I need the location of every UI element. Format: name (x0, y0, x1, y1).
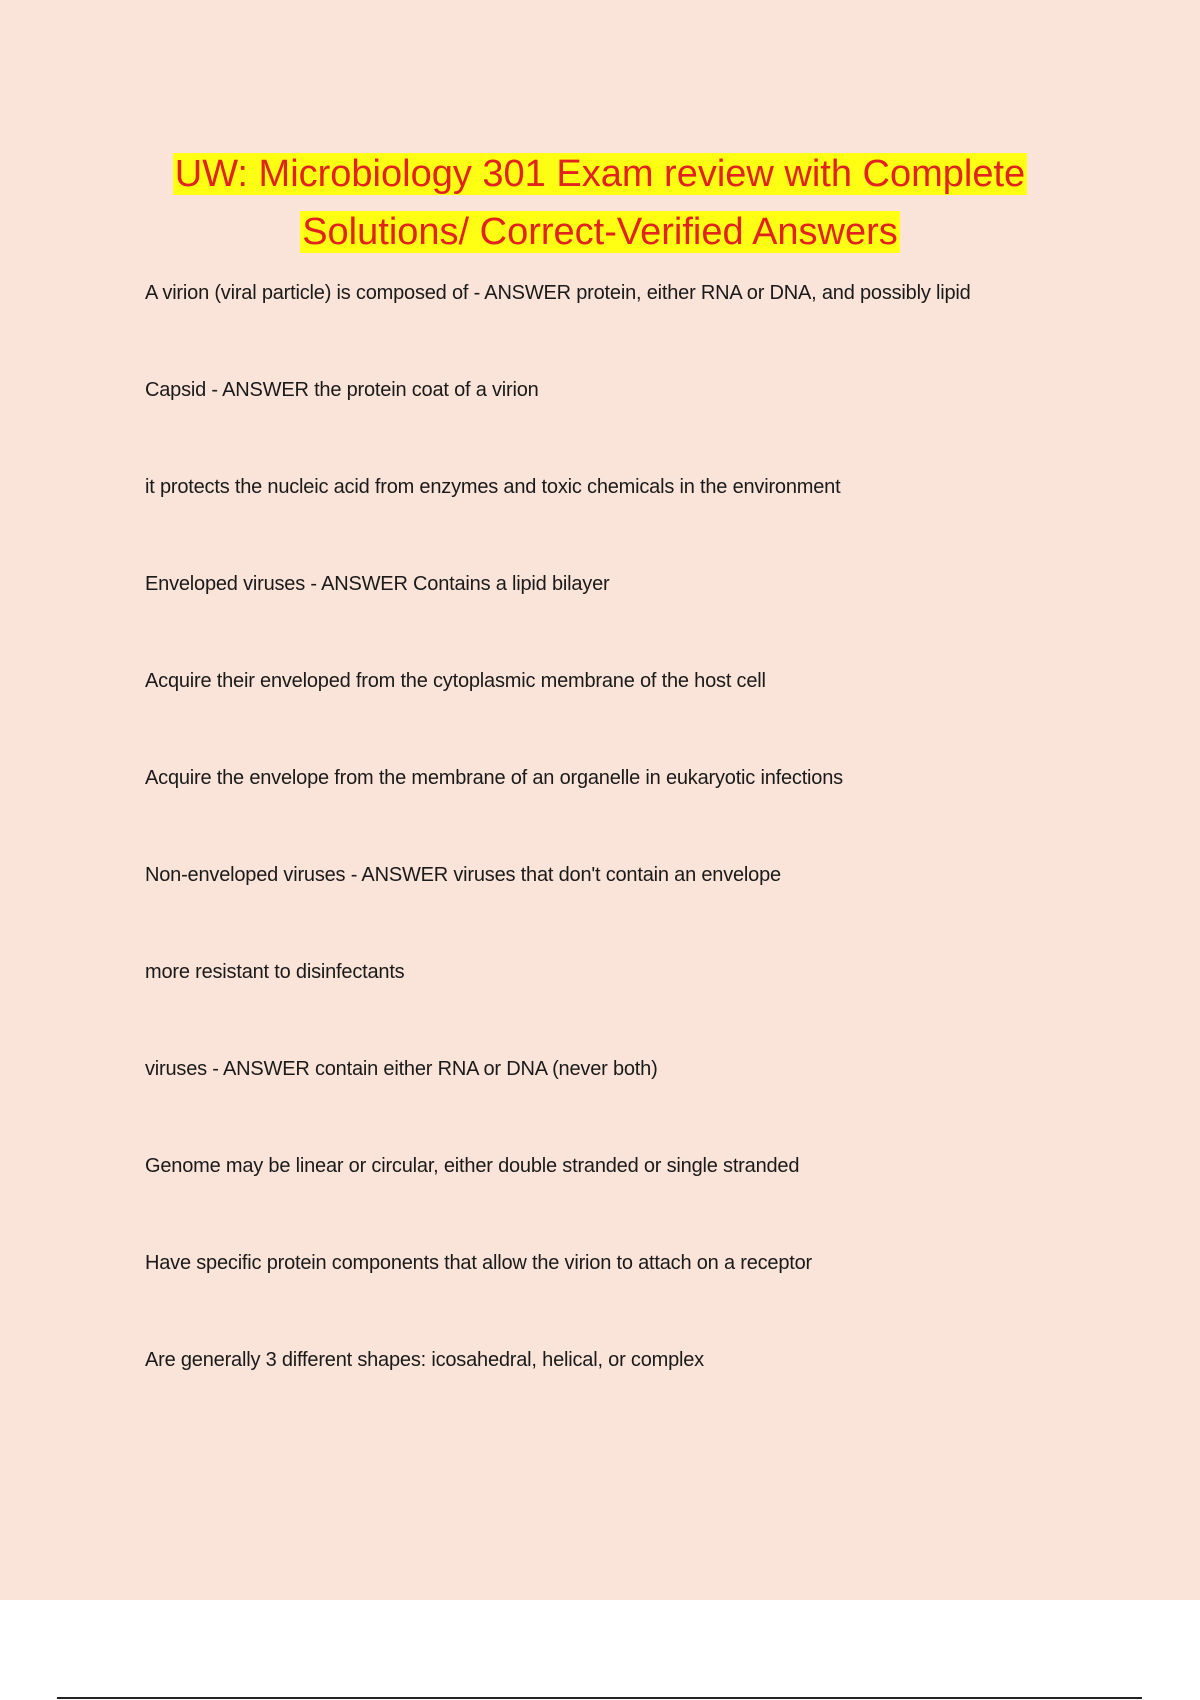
title-line-1: UW: Microbiology 301 Exam review with Complete (174, 153, 1026, 195)
qa-list (145, 277, 1145, 1441)
qa-entry: viruses - ANSWER contain either RNA or DNA (never both) (145, 1058, 658, 1080)
qa-entry: Non-enveloped viruses - ANSWER viruses that don't contain an envelope (145, 864, 781, 886)
qa-entry: it protects the nucleic acid from enzymes and toxic chemicals in the environment (145, 476, 841, 498)
qa-entry: Genome may be linear or circular, either double stranded or single stranded (145, 1155, 800, 1177)
document-title (0, 145, 1200, 261)
qa-entry: Enveloped viruses - ANSWER Contains a lipid bilayer (145, 573, 610, 595)
qa-entry: Capsid - ANSWER the protein coat of a virion (145, 379, 539, 401)
qa-entry: Acquire their enveloped from the cytoplasmic membrane of the host cell (145, 670, 766, 692)
qa-entry: more resistant to disinfectants (145, 961, 405, 983)
qa-entry: Acquire the envelope from the membrane of an organelle in eukaryotic infections (145, 767, 843, 789)
footer-divider (57, 1697, 1142, 1699)
qa-entry: Are generally 3 different shapes: icosahedral, helical, or complex (145, 1349, 704, 1371)
title-line-2: Solutions/ Correct-Verified Answers (302, 211, 898, 253)
qa-entry: Have specific protein components that allow the virion to attach on a receptor (145, 1252, 812, 1274)
qa-entry: A virion (viral particle) is composed of - ANSWER protein, either RNA or DNA, and possibly lipid (145, 282, 971, 304)
